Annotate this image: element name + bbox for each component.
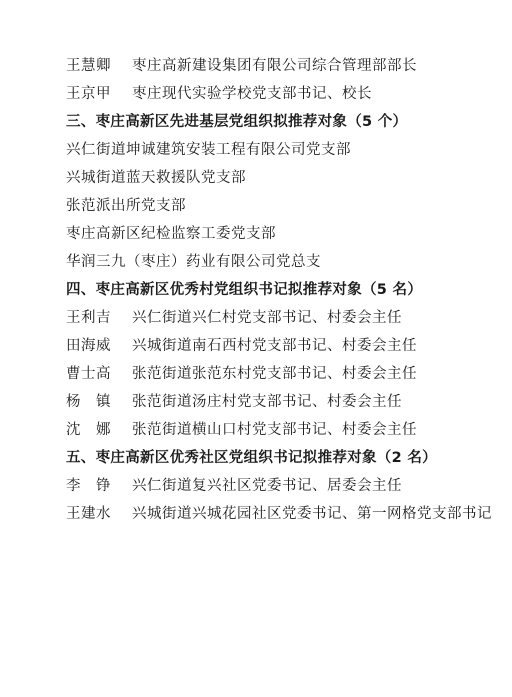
person-name: 王建水 bbox=[66, 506, 111, 522]
section-heading-4: 四、枣庄高新区优秀村党组织书记拟推荐对象（5 名） bbox=[66, 282, 423, 298]
person-row bbox=[66, 52, 486, 80]
organization-item: 张范派出所党支部 bbox=[66, 198, 186, 214]
person-name: 沈 娜 bbox=[66, 422, 111, 438]
person-name: 田海威 bbox=[66, 338, 111, 354]
section-heading-5: 五、枣庄高新区优秀社区党组织书记拟推荐对象（2 名） bbox=[66, 450, 437, 466]
person-row bbox=[66, 80, 486, 108]
person-row bbox=[66, 416, 486, 444]
person-name: 曹士高 bbox=[66, 366, 111, 382]
person-name: 杨 镇 bbox=[66, 394, 111, 410]
person-title: 兴仁街道兴仁村党支部书记、村委会主任 bbox=[132, 310, 402, 326]
person-title: 张范街道横山口村党支部书记、村委会主任 bbox=[132, 422, 417, 438]
person-title: 张范街道汤庄村党支部书记、村委会主任 bbox=[132, 394, 402, 410]
person-title: 枣庄高新建设集团有限公司综合管理部部长 bbox=[132, 58, 417, 74]
person-row bbox=[66, 500, 492, 528]
person-row bbox=[66, 332, 486, 360]
document-body bbox=[66, 52, 492, 528]
person-title: 张范街道张范东村党支部书记、村委会主任 bbox=[132, 366, 417, 382]
organization-item: 枣庄高新区纪检监察工委党支部 bbox=[66, 226, 276, 242]
organization-item: 兴城街道蓝天救援队党支部 bbox=[66, 170, 246, 186]
organization-item: 兴仁街道坤诚建筑安装工程有限公司党支部 bbox=[66, 142, 351, 158]
person-row bbox=[66, 304, 486, 332]
person-title: 兴仁街道复兴社区党委书记、居委会主任 bbox=[132, 478, 402, 494]
organization-item: 华润三九（枣庄）药业有限公司党总支 bbox=[66, 254, 321, 270]
person-name: 王慧卿 bbox=[66, 58, 111, 74]
person-name: 王利吉 bbox=[66, 310, 111, 326]
person-row bbox=[66, 360, 486, 388]
person-title: 兴城街道南石西村党支部书记、村委会主任 bbox=[132, 338, 417, 354]
person-name: 王京甲 bbox=[66, 86, 111, 102]
person-title: 兴城街道兴城花园社区党委书记、第一网格党支部书记 bbox=[132, 506, 492, 522]
person-title: 枣庄现代实验学校党支部书记、校长 bbox=[132, 86, 372, 102]
person-row bbox=[66, 388, 486, 416]
person-name: 李 铮 bbox=[66, 478, 111, 494]
section-heading-3: 三、枣庄高新区先进基层党组织拟推荐对象（5 个） bbox=[66, 114, 408, 130]
person-row bbox=[66, 472, 486, 500]
